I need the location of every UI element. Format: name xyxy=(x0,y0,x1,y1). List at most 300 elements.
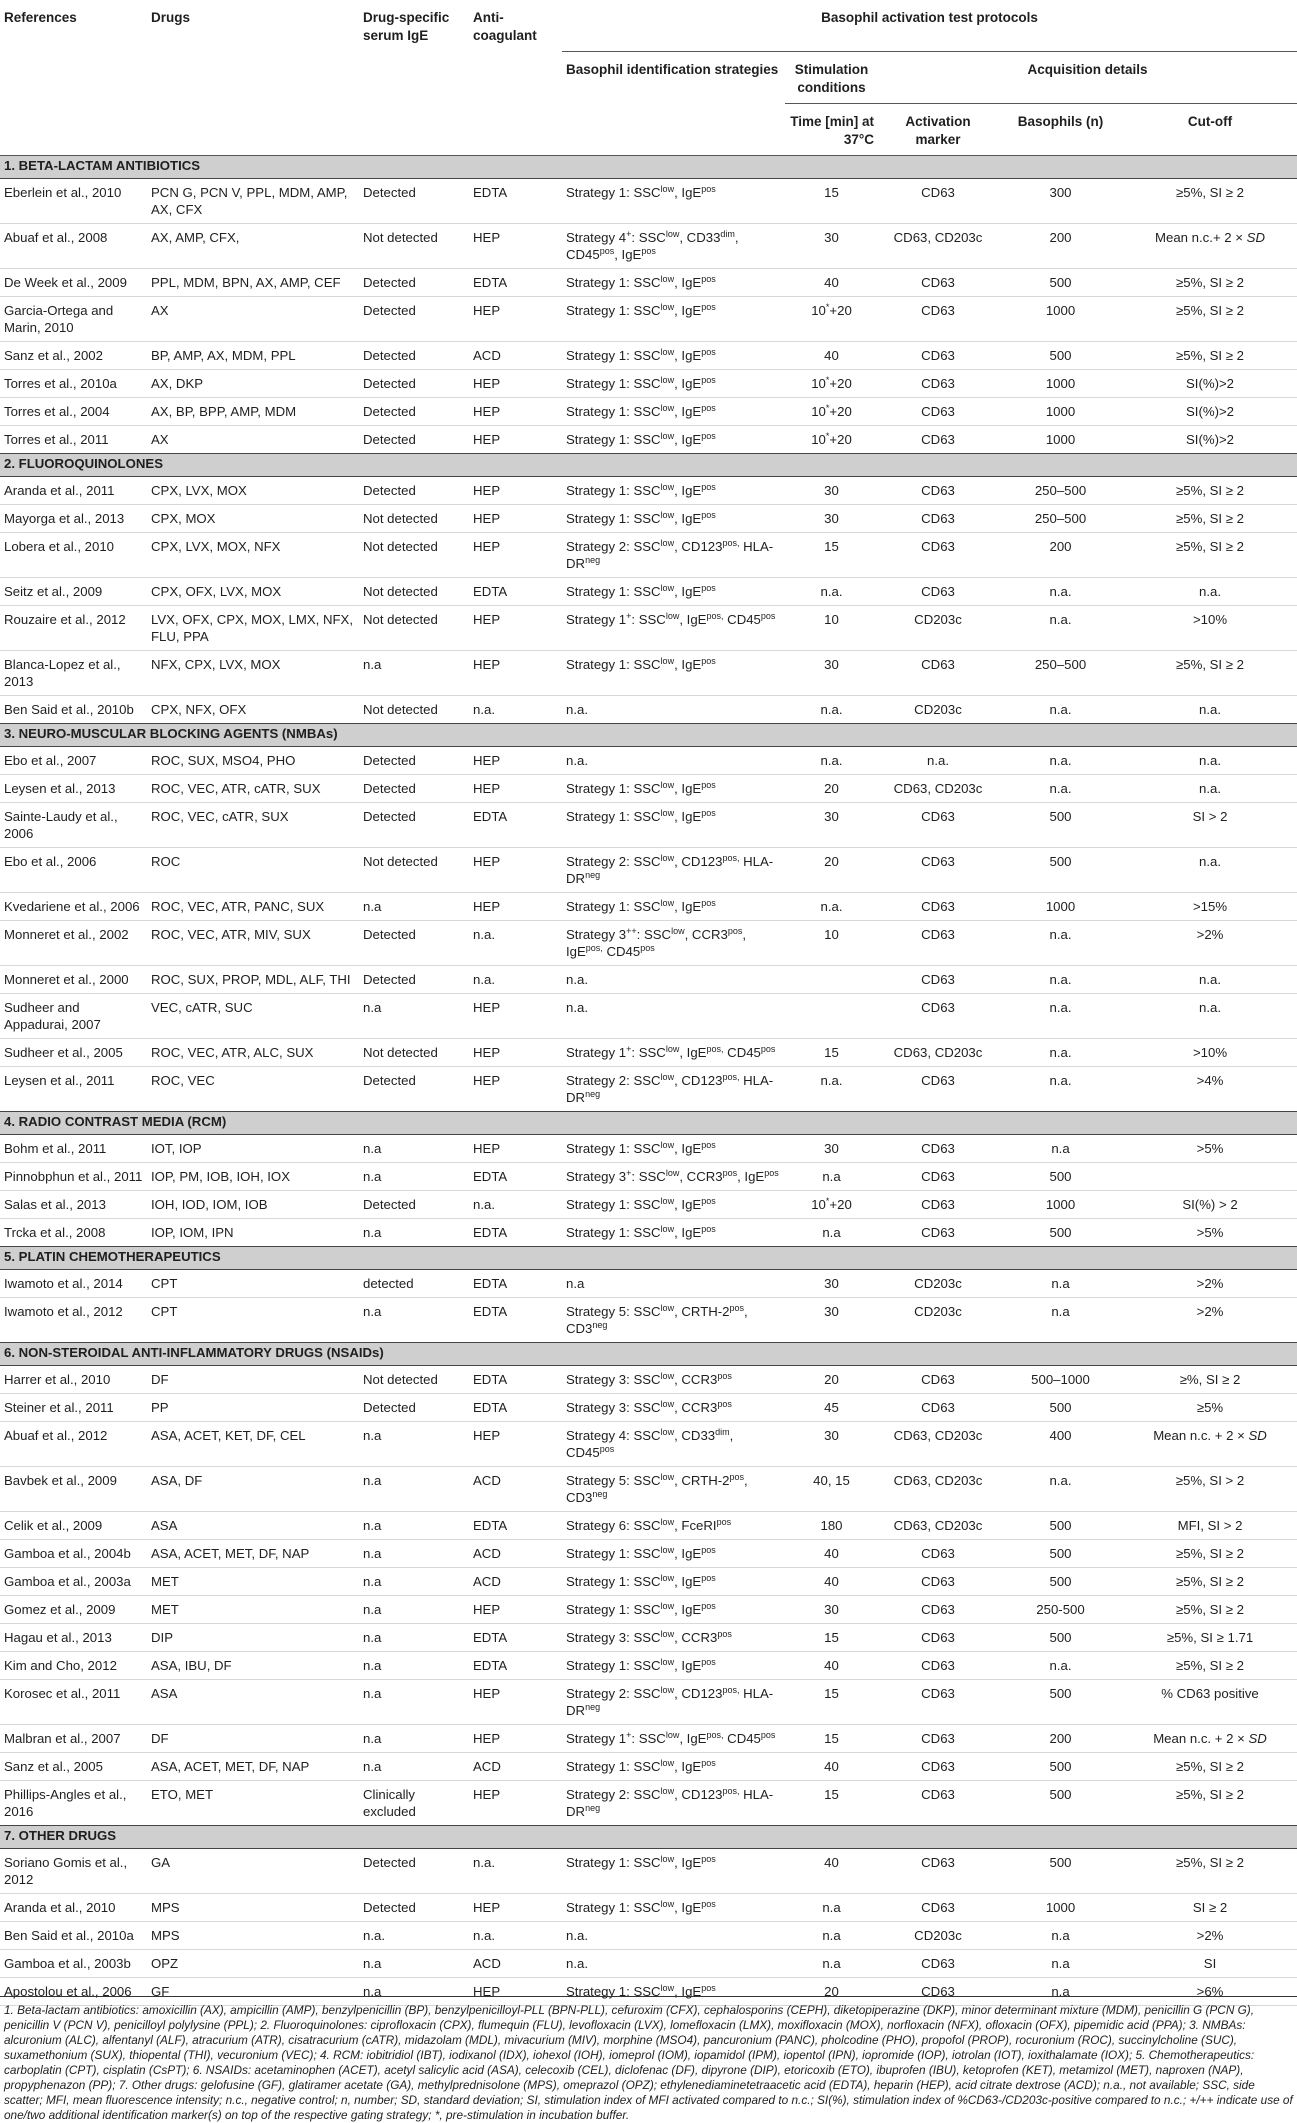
cell-serum-ige: n.a xyxy=(363,1141,382,1156)
table-row xyxy=(0,1366,1297,1394)
cell-drugs: GF xyxy=(151,1984,170,1999)
cell-cutoff: Mean n.c.+ 2 × SD xyxy=(1155,230,1265,245)
cell-serum-ige: n.a xyxy=(363,1225,382,1240)
cell-serum-ige: Not detected xyxy=(363,539,438,554)
section-header xyxy=(0,1247,1297,1270)
section-title: 4. RADIO CONTRAST MEDIA (RCM) xyxy=(0,1112,1297,1135)
cell-basophils: 500 xyxy=(1049,1759,1072,1774)
cell-reference: Blanca-Lopez et al., 2013 xyxy=(4,657,121,689)
cell-anticoagulant: ACD xyxy=(473,348,501,363)
cell-stimulation-time: n.a. xyxy=(820,702,843,717)
cell-anticoagulant: HEP xyxy=(473,1731,501,1746)
cell-anticoagulant: HEP xyxy=(473,612,501,627)
cell-reference: Rouzaire et al., 2012 xyxy=(4,612,126,627)
cell-identification-strategy: Strategy 6: $SSC^{low}$, FceRI$^{pos}$ xyxy=(566,1517,732,1533)
cell-reference: Bohm et al., 2011 xyxy=(4,1141,107,1156)
cell-identification-strategy: Strategy 1: $SSC^{low}$, IgE$^{pos}$ xyxy=(566,1224,716,1240)
cell-drugs: CPX, LVX, MOX, NFX xyxy=(151,539,281,554)
cell-identification-strategy: n.a. xyxy=(566,972,588,987)
cell-cutoff: ≥5% xyxy=(1196,1400,1224,1415)
cell-drugs: IOP, PM, IOB, IOH, IOX xyxy=(151,1169,290,1184)
cell-reference: Kvedariene et al., 2006 xyxy=(4,899,140,914)
cell-anticoagulant: EDTA xyxy=(473,1400,508,1415)
section-header xyxy=(0,1112,1297,1135)
cell-activation-marker: CD63 xyxy=(921,1073,955,1088)
cell-stimulation-time: 15 xyxy=(824,1630,839,1645)
cell-identification-strategy: Strategy 2: $SSC^{low}$, $CD123^{pos,}$ HLA-$DR^{neg}$ xyxy=(566,1072,774,1105)
cell-reference: Bavbek et al., 2009 xyxy=(4,1473,117,1488)
cell-stimulation-time: 20 xyxy=(824,1372,839,1387)
cell-cutoff: ≥5%, SI ≥ 2 xyxy=(1176,1602,1245,1617)
cell-anticoagulant: n.a. xyxy=(473,927,495,942)
cell-identification-strategy: Strategy 1: $SSC^{low}$, IgE$^{pos}$ xyxy=(566,375,716,391)
cell-drugs: CPX, OFX, LVX, MOX xyxy=(151,584,282,599)
cell-activation-marker: CD63 xyxy=(921,483,955,498)
cell-serum-ige: Detected xyxy=(363,927,416,942)
cell-anticoagulant: HEP xyxy=(473,539,501,554)
cell-basophils: n.a xyxy=(1051,1304,1070,1319)
cell-stimulation-time: 30 xyxy=(824,483,839,498)
cell-activation-marker: CD63 xyxy=(921,376,955,391)
cell-identification-strategy: n.a. xyxy=(566,753,588,768)
cell-reference: Mayorga et al., 2013 xyxy=(4,511,125,526)
cell-basophils: 1000 xyxy=(1045,1900,1076,1915)
cell-activation-marker: CD203c xyxy=(914,1928,962,1943)
cell-stimulation-time: 30 xyxy=(824,1602,839,1617)
cell-basophils: 1000 xyxy=(1045,376,1076,391)
cell-basophils: n.a. xyxy=(1049,1473,1072,1488)
cell-anticoagulant: EDTA xyxy=(473,275,508,290)
cell-anticoagulant: HEP xyxy=(473,1984,501,1999)
header-anticoagulant: Anti-coagulant xyxy=(469,0,562,156)
cell-basophils: 500 xyxy=(1049,1574,1072,1589)
table-row xyxy=(0,1422,1297,1467)
table-row xyxy=(0,477,1297,505)
table-row xyxy=(0,1950,1297,1978)
cell-identification-strategy: Strategy 1: $SSC^{low}$, IgE$^{pos}$ xyxy=(566,1758,716,1774)
table-header xyxy=(0,0,1297,156)
cell-basophils: n.a. xyxy=(1049,1000,1072,1015)
cell-basophils: 1000 xyxy=(1045,899,1076,914)
cell-basophils: n.a xyxy=(1051,1141,1070,1156)
section-title: 1. BETA-LACTAM ANTIBIOTICS xyxy=(0,156,1297,179)
cell-basophils: 250–500 xyxy=(1034,511,1087,526)
cell-cutoff: MFI, SI > 2 xyxy=(1177,1518,1243,1533)
cell-anticoagulant: EDTA xyxy=(473,185,508,200)
cell-identification-strategy: Strategy 5: $SSC^{low}$, CRTH-$2^{pos}$, $CD3^{neg}$ xyxy=(566,1303,748,1336)
cell-identification-strategy: Strategy 1: $SSC^{low}$, IgE$^{pos}$ xyxy=(566,1545,716,1561)
cell-identification-strategy: Strategy 1: $SSC^{low}$, IgE$^{pos}$ xyxy=(566,1196,716,1212)
cell-stimulation-time: n.a xyxy=(822,1900,841,1915)
cell-serum-ige: Detected xyxy=(363,1197,416,1212)
cell-serum-ige: detected xyxy=(363,1276,414,1291)
cell-activation-marker: CD63 xyxy=(921,1731,955,1746)
cell-cutoff: SI(%)>2 xyxy=(1186,404,1235,419)
cell-anticoagulant: ACD xyxy=(473,1574,501,1589)
cell-serum-ige: Detected xyxy=(363,275,416,290)
table-row xyxy=(0,1270,1297,1298)
cell-serum-ige: Detected xyxy=(363,1900,416,1915)
cell-drugs: ASA, IBU, DF xyxy=(151,1658,232,1673)
section-header xyxy=(0,1826,1297,1849)
cell-anticoagulant: HEP xyxy=(473,657,501,672)
cell-identification-strategy: n.a. xyxy=(566,702,588,717)
cell-anticoagulant: EDTA xyxy=(473,809,508,824)
cell-cutoff: Mean n.c. + 2 × SD xyxy=(1153,1731,1267,1746)
cell-stimulation-time: 20 xyxy=(824,1984,839,1999)
cell-serum-ige: n.a. xyxy=(363,1928,385,1943)
cell-identification-strategy: Strategy 2: $SSC^{low}$, $CD123^{pos,}$ HLA-$DR^{neg}$ xyxy=(566,1685,774,1718)
cell-activation-marker: CD63 xyxy=(921,1602,955,1617)
cell-cutoff: % CD63 positive xyxy=(1161,1686,1259,1701)
cell-cutoff: SI(%)>2 xyxy=(1186,432,1235,447)
cell-serum-ige: n.a xyxy=(363,899,382,914)
header-activation-marker: Activation marker xyxy=(878,104,998,156)
cell-drugs: DF xyxy=(151,1372,169,1387)
cell-anticoagulant: HEP xyxy=(473,483,501,498)
cell-stimulation-time: 10*+20 xyxy=(811,302,852,318)
cell-serum-ige: n.a xyxy=(363,1518,382,1533)
cell-identification-strategy: Strategy 1+: $SSC^{low}$, IgE$^{pos,}$ $CD45^{pos}$ xyxy=(566,611,776,627)
cell-identification-strategy: Strategy 1: $SSC^{low}$, IgE$^{pos}$ xyxy=(566,1983,716,1999)
cell-cutoff: n.a. xyxy=(1199,972,1222,987)
cell-basophils: n.a. xyxy=(1049,972,1072,987)
cell-activation-marker: CD63 xyxy=(921,657,955,672)
cell-reference: Abuaf et al., 2008 xyxy=(4,230,108,245)
cell-drugs: PP xyxy=(151,1400,169,1415)
table-row xyxy=(0,1394,1297,1422)
cell-serum-ige: Detected xyxy=(363,483,416,498)
cell-identification-strategy: n.a. xyxy=(566,1000,588,1015)
table-row xyxy=(0,578,1297,606)
table-row xyxy=(0,1298,1297,1343)
cell-cutoff: ≥5%, SI ≥ 2 xyxy=(1176,539,1245,554)
cell-reference: Iwamoto et al., 2014 xyxy=(4,1276,123,1291)
cell-reference: Iwamoto et al., 2012 xyxy=(4,1304,123,1319)
cell-identification-strategy: n.a. xyxy=(566,1928,588,1943)
cell-reference: Torres et al., 2010a xyxy=(4,376,117,391)
table-row xyxy=(0,1135,1297,1163)
cell-reference: De Week et al., 2009 xyxy=(4,275,127,290)
cell-reference: Ebo et al., 2007 xyxy=(4,753,97,768)
cell-serum-ige: Not detected xyxy=(363,1372,438,1387)
cell-drugs: MPS xyxy=(151,1928,180,1943)
cell-activation-marker: CD63 xyxy=(921,185,955,200)
cell-serum-ige: Not detected xyxy=(363,612,438,627)
cell-activation-marker: CD63 xyxy=(921,1169,955,1184)
cell-serum-ige: n.a xyxy=(363,1731,382,1746)
table-row xyxy=(0,1894,1297,1922)
cell-stimulation-time: 40 xyxy=(824,275,839,290)
cell-serum-ige: n.a xyxy=(363,1956,382,1971)
cell-cutoff: ≥5%, SI ≥ 2 xyxy=(1176,348,1245,363)
cell-stimulation-time: 30 xyxy=(824,230,839,245)
cell-anticoagulant: HEP xyxy=(473,1787,501,1802)
cell-reference: Gamboa et al., 2003a xyxy=(4,1574,131,1589)
table-row xyxy=(0,179,1297,224)
cell-stimulation-time: n.a. xyxy=(820,753,843,768)
cell-identification-strategy: Strategy 1: $SSC^{low}$, IgE$^{pos}$ xyxy=(566,431,716,447)
cell-activation-marker: CD63 xyxy=(921,1546,955,1561)
cell-activation-marker: CD63 xyxy=(921,1141,955,1156)
cell-reference: Sanz et al., 2005 xyxy=(4,1759,103,1774)
cell-basophils: 500 xyxy=(1049,1787,1072,1802)
cell-activation-marker: CD63, CD203c xyxy=(893,1045,983,1060)
cell-stimulation-time: 10 xyxy=(824,927,839,942)
cell-drugs: ETO, MET xyxy=(151,1787,214,1802)
header-identification-strategies: Basophil identification strategies xyxy=(562,52,785,156)
cell-stimulation-time: 30 xyxy=(824,809,839,824)
cell-cutoff: SI(%) > 2 xyxy=(1182,1197,1238,1212)
cell-anticoagulant: ACD xyxy=(473,1473,501,1488)
cell-serum-ige: n.a xyxy=(363,1630,382,1645)
cell-reference: Korosec et al., 2011 xyxy=(4,1686,121,1701)
cell-stimulation-time: 30 xyxy=(824,511,839,526)
cell-basophils: 250–500 xyxy=(1034,483,1087,498)
cell-reference: Gomez et al., 2009 xyxy=(4,1602,116,1617)
table-row xyxy=(0,1849,1297,1894)
cell-drugs: AX, AMP, CFX, xyxy=(151,230,240,245)
table-row xyxy=(0,1624,1297,1652)
cell-basophils: 500 xyxy=(1049,1546,1072,1561)
table-body xyxy=(0,156,1297,2006)
cell-cutoff: ≥5%, SI ≥ 2 xyxy=(1176,185,1245,200)
cell-activation-marker: CD203c xyxy=(914,702,962,717)
cell-drugs: ROC, VEC, ATR, PANC, SUX xyxy=(151,899,325,914)
cell-drugs: ASA, ACET, MET, DF, NAP xyxy=(151,1759,310,1774)
cell-drugs: CPT xyxy=(151,1304,178,1319)
cell-cutoff: ≥5%, SI ≥ 2 xyxy=(1176,1658,1245,1673)
cell-stimulation-time: 180 xyxy=(820,1518,843,1533)
table-row xyxy=(0,1067,1297,1112)
cell-activation-marker: CD63, CD203c xyxy=(893,1518,983,1533)
table-row xyxy=(0,848,1297,893)
cell-serum-ige: n.a xyxy=(363,1428,382,1443)
cell-reference: Salas et al., 2013 xyxy=(4,1197,106,1212)
cell-stimulation-time: 15 xyxy=(824,1045,839,1060)
cell-reference: Leysen et al., 2013 xyxy=(4,781,116,796)
cell-stimulation-time: 40 xyxy=(824,1658,839,1673)
cell-cutoff: n.a. xyxy=(1199,584,1222,599)
cell-activation-marker: CD63 xyxy=(921,584,955,599)
cell-stimulation-time: 15 xyxy=(824,1787,839,1802)
cell-basophils: 300 xyxy=(1049,185,1072,200)
cell-reference: Seitz et al., 2009 xyxy=(4,584,103,599)
table-row xyxy=(0,1191,1297,1219)
cell-anticoagulant: HEP xyxy=(473,1045,501,1060)
cell-drugs: PPL, MDM, BPN, AX, AMP, CEF xyxy=(151,275,341,290)
cell-drugs: BP, AMP, AX, MDM, PPL xyxy=(151,348,296,363)
cell-basophils: 500 xyxy=(1049,1400,1072,1415)
cell-stimulation-time: 40 xyxy=(824,348,839,363)
cell-basophils: n.a. xyxy=(1049,1658,1072,1673)
cell-cutoff: >5% xyxy=(1196,1225,1224,1240)
cell-drugs: ASA, ACET, KET, DF, CEL xyxy=(151,1428,306,1443)
cell-cutoff: ≥5%, SI ≥ 2 xyxy=(1176,511,1245,526)
cell-identification-strategy: Strategy 1: $SSC^{low}$, IgE$^{pos}$ xyxy=(566,302,716,318)
section-header xyxy=(0,1343,1297,1366)
cell-anticoagulant: HEP xyxy=(473,1428,501,1443)
cell-stimulation-time: n.a. xyxy=(820,584,843,599)
cell-drugs: ASA, ACET, MET, DF, NAP xyxy=(151,1546,310,1561)
cell-drugs: LVX, OFX, CPX, MOX, LMX, NFX, FLU, PPA xyxy=(151,612,354,644)
cell-drugs: ROC, SUX, MSO4, PHO xyxy=(151,753,296,768)
cell-identification-strategy: Strategy 3+: $SSC^{low}$, $CCR3^{pos}$, IgE$^{pos}$ xyxy=(566,1168,779,1184)
cell-stimulation-time: n.a xyxy=(822,1928,841,1943)
cell-activation-marker: CD63, CD203c xyxy=(893,1473,983,1488)
cell-anticoagulant: EDTA xyxy=(473,1518,508,1533)
cell-stimulation-time: 45 xyxy=(824,1400,839,1415)
cell-stimulation-time: 40 xyxy=(824,1855,839,1870)
cell-cutoff: ≥5%, SI ≥ 2 xyxy=(1176,303,1245,318)
cell-reference: Celik et al., 2009 xyxy=(4,1518,103,1533)
cell-drugs: GA xyxy=(151,1855,171,1870)
cell-basophils: 500 xyxy=(1049,1686,1072,1701)
table-row xyxy=(0,1753,1297,1781)
cell-activation-marker: CD63 xyxy=(921,1900,955,1915)
cell-cutoff: ≥5%, SI ≥ 2 xyxy=(1176,1855,1245,1870)
table-row xyxy=(0,606,1297,651)
cell-cutoff: ≥5%, SI ≥ 2 xyxy=(1176,1574,1245,1589)
cell-anticoagulant: HEP xyxy=(473,753,501,768)
section-header xyxy=(0,454,1297,477)
cell-activation-marker: CD63 xyxy=(921,348,955,363)
table-row xyxy=(0,505,1297,533)
cell-cutoff: ≥5%, SI ≥ 2 xyxy=(1176,275,1245,290)
cell-stimulation-time: n.a xyxy=(822,1956,841,1971)
cell-serum-ige: Detected xyxy=(363,1855,416,1870)
cell-reference: Lobera et al., 2010 xyxy=(4,539,114,554)
section-title: 6. NON-STEROIDAL ANTI-INFLAMMATORY DRUGS (NSAIDs) xyxy=(0,1343,1297,1366)
cell-cutoff: ≥5%, SI ≥ 2 xyxy=(1176,1546,1245,1561)
cell-activation-marker: CD63 xyxy=(921,1372,955,1387)
cell-cutoff: ≥5%, SI ≥ 2 xyxy=(1176,483,1245,498)
cell-reference: Soriano Gomis et al., 2012 xyxy=(4,1855,128,1887)
cell-cutoff: >2% xyxy=(1196,1276,1224,1291)
cell-stimulation-time: 15 xyxy=(824,539,839,554)
table-row xyxy=(0,1039,1297,1067)
cell-basophils: 1000 xyxy=(1045,303,1076,318)
cell-identification-strategy: Strategy 4+: $SSC^{low}$, $CD33^{dim}$, $CD45^{pos}$, IgE$^{pos}$ xyxy=(566,229,739,262)
cell-drugs: CPX, MOX xyxy=(151,511,216,526)
table-footnote: 1. Beta-lactam antibiotics: amoxicillin (AX), ampicillin (AMP), benzylpenicillin (BP), benzylpenicilloyl-PLL (BPN-PLL), cefuroxim (CFX), cephalosporins (CEPH), diketopiperazine (DKP), minor determinant mixture (MDM), penicillin G (PCN G), penicillin V (PCN V), penicilloyl polylysine (PPL); 2. Fluoroquinolones: ciprofloxacin (CPX), flumequin (FLU), levofloxacin (LVX), lomefloxacin (LMX), moxifloxacin (MOX), norfloxacin (NFX), ofloxacin (OFX), pipemidic acid (PPA); 3. NMBAs: alcuronium (ALC), alfentanyl (ALF), atracurium (ATR), cisatracurium (cATR), midazolam (MDL), mivacurium (MIV), morphine (MSO4), pancuronium (PANC), pholcodine (PHO), propofol (PROP), rocuronium (ROC), succinylcholine (SUC), suxamethonium (SUX), thiopental (THI), vecuronium (VEC); 4. RCM: iobitridiol (IBT), iodixanol (IDX), iohexol (IOH), iomeprol (IOM), iopamidol (IPM), iopentol (IPN), iopromide (IOP), iotrolan (IOT), ioxithalamate (IOX); 5. Chemotherapeutics: carboplatin (CPT), cisplatin (CsPT); 6. NSAIDs: acetaminophen (ACET), acetyl salicylic acid (ASA), celecoxib (CEL), diclofenac (DF), dipyrone (DIP), etoricoxib (ETO), ibuprofen (IBU), ketoprofen (KET), metamizol (MET), naproxen (NAP), propyphenazon (PP); 7. Other drugs: gelofusine (GF), glatiramer acetate (GA), methylprednisolone (MPS), omeprazol (OPZ); ethylenediaminetetraacetic acid (EDTA), heparin (HEP), acid citrate dextrose (ACD); n.a., not available; SSC, side scatter; MFI, mean fluorescence intensity; n.c., negative control; n, number; SD, standard deviation; SI, stimulation index of MFI activated compared to n.c.; SI(%), stimulation index of %CD63-/CD203c-positive compared to n.c.; +/++ indicate use of one/two additional identification marker(s) on top of the respective gating strategy; *, pre-stimulation in incubation buffer. xyxy=(0,1996,1297,2123)
cell-drugs: IOT, IOP xyxy=(151,1141,202,1156)
cell-activation-marker: CD63 xyxy=(921,1956,955,1971)
cell-anticoagulant: n.a. xyxy=(473,1928,495,1943)
cell-basophils: n.a. xyxy=(1049,1073,1072,1088)
cell-serum-ige: Detected xyxy=(363,303,416,318)
cell-reference: Garcia-Ortega and Marin, 2010 xyxy=(4,303,114,335)
cell-basophils: n.a. xyxy=(1049,927,1072,942)
header-time: Time [min] at 37°C xyxy=(785,104,878,156)
table-row xyxy=(0,224,1297,269)
table-row xyxy=(0,1922,1297,1950)
cell-cutoff: n.a. xyxy=(1199,1000,1222,1015)
cell-reference: Kim and Cho, 2012 xyxy=(4,1658,117,1673)
cell-basophils: n.a. xyxy=(1049,612,1072,627)
table-row xyxy=(0,747,1297,775)
cell-reference: Eberlein et al., 2010 xyxy=(4,185,122,200)
cell-identification-strategy: Strategy 1: $SSC^{low}$, IgE$^{pos}$ xyxy=(566,583,716,599)
cell-anticoagulant: HEP xyxy=(473,376,501,391)
cell-cutoff: Mean n.c. + 2 × SD xyxy=(1153,1428,1267,1443)
cell-activation-marker: CD63 xyxy=(921,1574,955,1589)
cell-reference: Ebo et al., 2006 xyxy=(4,854,97,869)
cell-serum-ige: Not detected xyxy=(363,854,438,869)
cell-serum-ige: n.a xyxy=(363,1304,382,1319)
table-row xyxy=(0,1725,1297,1753)
cell-serum-ige: Detected xyxy=(363,348,416,363)
cell-identification-strategy: Strategy 1: $SSC^{low}$, IgE$^{pos}$ xyxy=(566,656,716,672)
cell-basophils: 500 xyxy=(1049,1169,1072,1184)
cell-anticoagulant: EDTA xyxy=(473,1225,508,1240)
table-row xyxy=(0,297,1297,342)
cell-serum-ige: Detected xyxy=(363,753,416,768)
cell-stimulation-time: 40 xyxy=(824,1546,839,1561)
cell-stimulation-time: 10 xyxy=(824,612,839,627)
cell-drugs: IOP, IOM, IPN xyxy=(151,1225,234,1240)
cell-identification-strategy: Strategy 1: $SSC^{low}$, IgE$^{pos}$ xyxy=(566,1899,716,1915)
table-row xyxy=(0,1540,1297,1568)
cell-identification-strategy: n.a xyxy=(566,1276,585,1291)
cell-drugs: ROC, VEC, ATR, cATR, SUX xyxy=(151,781,321,796)
cell-serum-ige: Detected xyxy=(363,781,416,796)
cell-cutoff: >2% xyxy=(1196,927,1224,942)
cell-drugs: MET xyxy=(151,1574,179,1589)
header-basophils: Basophils (n) xyxy=(998,104,1123,156)
cell-basophils: 1000 xyxy=(1045,404,1076,419)
cell-basophils: 1000 xyxy=(1045,432,1076,447)
cell-stimulation-time: 10*+20 xyxy=(811,375,852,391)
table-row xyxy=(0,398,1297,426)
cell-serum-ige: n.a xyxy=(363,1759,382,1774)
cell-serum-ige: n.a xyxy=(363,1984,382,1999)
cell-serum-ige: n.a xyxy=(363,1574,382,1589)
cell-anticoagulant: HEP xyxy=(473,511,501,526)
cell-identification-strategy: Strategy 4: $SSC^{low}$, $CD33^{dim}$, $CD45^{pos}$ xyxy=(566,1427,734,1460)
cell-serum-ige: Detected xyxy=(363,185,416,200)
table-row xyxy=(0,1568,1297,1596)
cell-activation-marker: n.a. xyxy=(927,753,949,768)
table-row xyxy=(0,1467,1297,1512)
cell-reference: Hagau et al., 2013 xyxy=(4,1630,112,1645)
cell-drugs: ROC, VEC, cATR, SUX xyxy=(151,809,289,824)
cell-drugs: NFX, CPX, LVX, MOX xyxy=(151,657,281,672)
cell-anticoagulant: HEP xyxy=(473,303,501,318)
cell-cutoff: SI(%)>2 xyxy=(1186,376,1235,391)
header-stimulation: Stimulation conditions xyxy=(785,52,878,104)
cell-cutoff: SI > 2 xyxy=(1192,809,1228,824)
cell-reference: Steiner et al., 2011 xyxy=(4,1400,114,1415)
cell-stimulation-time: 20 xyxy=(824,781,839,796)
table-row xyxy=(0,775,1297,803)
cell-basophils: n.a xyxy=(1051,1984,1070,1999)
cell-serum-ige: Detected xyxy=(363,972,416,987)
cell-stimulation-time: 30 xyxy=(824,1304,839,1319)
cell-basophils: 200 xyxy=(1049,1731,1072,1746)
cell-reference: Aranda et al., 2010 xyxy=(4,1900,116,1915)
cell-anticoagulant: ACD xyxy=(473,1759,501,1774)
cell-identification-strategy: Strategy 1: $SSC^{low}$, IgE$^{pos}$ xyxy=(566,1657,716,1673)
cell-basophils: 500 xyxy=(1049,1518,1072,1533)
cell-serum-ige: Detected xyxy=(363,376,416,391)
table-row xyxy=(0,994,1297,1039)
cell-stimulation-time: n.a. xyxy=(820,1073,843,1088)
cell-identification-strategy: Strategy 1: $SSC^{low}$, IgE$^{pos}$ xyxy=(566,1601,716,1617)
cell-stimulation-time: 40, 15 xyxy=(813,1473,850,1488)
cell-serum-ige: n.a xyxy=(363,657,382,672)
cell-identification-strategy: Strategy 3++: $SSC^{low}$, $CCR3^{pos}$, IgE$^{pos,}$ $CD45^{pos}$ xyxy=(566,926,747,959)
